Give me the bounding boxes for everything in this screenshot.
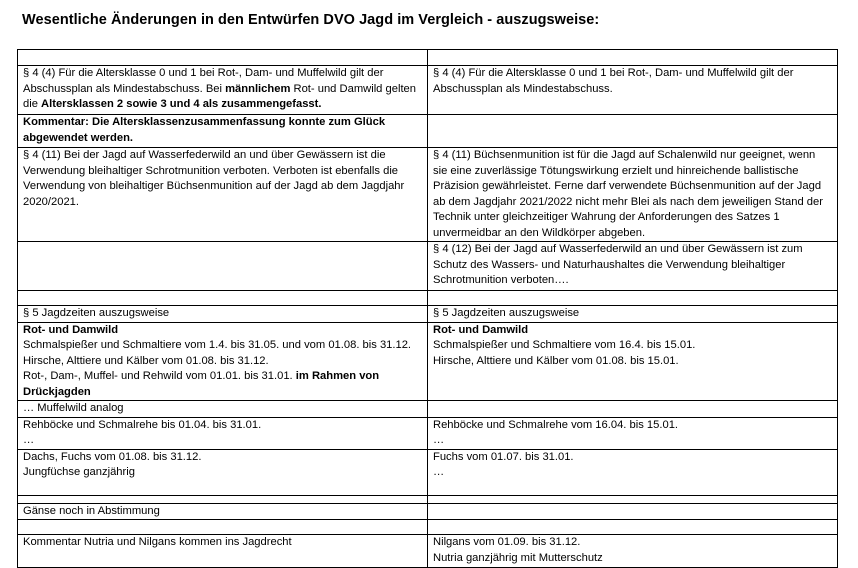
- text-run: Dachs, Fuchs vom 01.08. bis 31.12. Jungfüchse ganzjährig: [23, 450, 202, 478]
- table-cell-right: [428, 115, 838, 148]
- bold-text-run: Kommentar: Die Altersklassenzusammenfassung konnte zum Glück abgewendet werden.: [23, 116, 386, 144]
- table-cell-right: [428, 449, 838, 495]
- table-cell-right: [428, 417, 838, 449]
- text-run: Schmalspießer und Schmaltiere vom 16.4. bis 15.01. Hirsche, Alttiere und Kälber vom 01.08. bis 15.01.: [433, 339, 696, 367]
- bold-text-run: männlichem: [225, 82, 291, 95]
- table-cell-right: [428, 535, 838, 568]
- table-cell-left: [18, 449, 428, 495]
- bold-text-run: im Rahmen von Drückjagden: [23, 370, 380, 398]
- table-cell-left: [18, 535, 428, 568]
- table-cell-left: [18, 306, 428, 323]
- text-run: Kommentar Nutria und Nilgans kommen ins Jagdrecht: [23, 536, 292, 548]
- text-run: Rehböcke und Schmalrehe bis 01.04. bis 31.01. …: [23, 418, 262, 446]
- table-cell-left: [18, 66, 428, 115]
- text-run: § 4 (11) Büchsenmunition ist für die Jagd auf Schalenwild nur geeignet, wenn sie eine zuverlässige Tötungswirkung erzielt und hinreichende ballistische Präzision gewährleistet. Ferne darf verwendete Büchsenmunition auf der Jagd ab dem Jagdjahr 2021/2022 nicht mehr Blei als nach dem jeweiligen Stand der Technik unter gleichzeitiger Wahrung der Anforderungen des Satzes 1 unvermeidbar an den Wildkörper abgeben.: [433, 149, 823, 239]
- table-cell-right: [428, 503, 838, 520]
- table-cell-left: [18, 503, 428, 520]
- table-cell-left: [18, 401, 428, 418]
- table-cell-right: [428, 495, 838, 503]
- text-run: § 5 Jagdzeiten auszugsweise: [23, 307, 170, 319]
- table-row: [18, 306, 838, 323]
- table-row: [18, 115, 838, 148]
- table-cell-left: [18, 417, 428, 449]
- table-row: [18, 401, 838, 418]
- table-row: [18, 495, 838, 503]
- text-run: Schmalspießer und Schmaltiere vom 1.4. bis 31.05. und vom 01.08. bis 31.12. Hirsche, Alttiere und Kälber vom 01.08. bis 31.12. Rot-, Dam-, Muffel- und Rehwild vom 01.01. bis 31.01.: [23, 339, 412, 382]
- table-cell-right: [428, 322, 838, 401]
- table-cell-right: [428, 148, 838, 242]
- table-row: [18, 50, 838, 66]
- text-run: … Muffelwild analog: [23, 402, 124, 414]
- text-run: § 4 (11) Bei der Jagd auf Wasserfederwild an und über Gewässern ist die Verwendung bleihaltiger Schrotmunition verboten. Verboten ist ebenfalls die Verwendung von bleihaltiger Büchsenmunition auf der Jagd ab dem Jagdjahr 2020/2021.: [23, 149, 405, 208]
- text-run: § 4 (12) Bei der Jagd auf Wasserfederwild an und über Gewässern ist zum Schutz des Wassers- und Naturhaushaltes die Verwendung bleihaltiger Schrotmunition verboten….: [433, 243, 803, 286]
- text-run: § 4 (4) Für die Altersklasse 0 und 1 bei Rot-, Dam- und Muffelwild gilt der Abschussplan als Mindestabschuss.: [433, 67, 794, 95]
- table-cell-left: [18, 520, 428, 535]
- text-run: Gänse noch in Abstimmung: [23, 504, 160, 517]
- table-cell-right: [428, 291, 838, 306]
- table-cell-right: [428, 306, 838, 323]
- text-run: Nilgans vom 01.09. bis 31.12. Nutria ganzjährig mit Mutterschutz: [433, 536, 603, 564]
- bold-text-run: Rot- und Damwild: [23, 323, 119, 336]
- page-title: Wesentliche Änderungen in den Entwürfen DVO Jagd im Vergleich - auszugsweise:: [22, 12, 600, 28]
- table-cell-right: [428, 401, 838, 418]
- bold-text-run: Rot- und Damwild: [433, 323, 529, 336]
- table-row: [18, 503, 838, 520]
- table-cell-right: [428, 50, 838, 66]
- bold-text-run: Altersklassen 2 sowie 3 und 4 als zusammengefasst.: [41, 98, 322, 110]
- table-row: [18, 520, 838, 535]
- table-cell-left: [18, 495, 428, 503]
- table-row: [18, 449, 838, 495]
- table-cell-left: [18, 291, 428, 306]
- table-cell-right: [428, 520, 838, 535]
- table-row: [18, 291, 838, 306]
- table-cell-left: [18, 242, 428, 291]
- text-run: § 5 Jagdzeiten auszugsweise: [433, 307, 580, 319]
- table-row: [18, 242, 838, 291]
- table-row: [18, 148, 838, 242]
- table-cell-left: [18, 322, 428, 401]
- text-run: Rehböcke und Schmalrehe vom 16.04. bis 15.01. …: [433, 418, 679, 446]
- table-cell-left: [18, 115, 428, 148]
- table-cell-right: [428, 242, 838, 291]
- table-row: [18, 535, 838, 568]
- table-row: [18, 417, 838, 449]
- table-cell-left: [18, 148, 428, 242]
- table-cell-right: [428, 66, 838, 115]
- text-run: § 4 (4) Für die Altersklasse 0 und 1 bei Rot-, Dam- und Muffelwild gilt der Abschussplan als Mindestabschuss. Bei: [23, 67, 384, 95]
- table-row: [18, 322, 838, 401]
- comparison-table: [17, 49, 838, 568]
- table-row: [18, 66, 838, 115]
- text-run: Fuchs vom 01.07. bis 31.01. …: [433, 450, 574, 478]
- table-cell-left: [18, 50, 428, 66]
- text-run: Rot- und Damwild gelten die: [23, 82, 416, 110]
